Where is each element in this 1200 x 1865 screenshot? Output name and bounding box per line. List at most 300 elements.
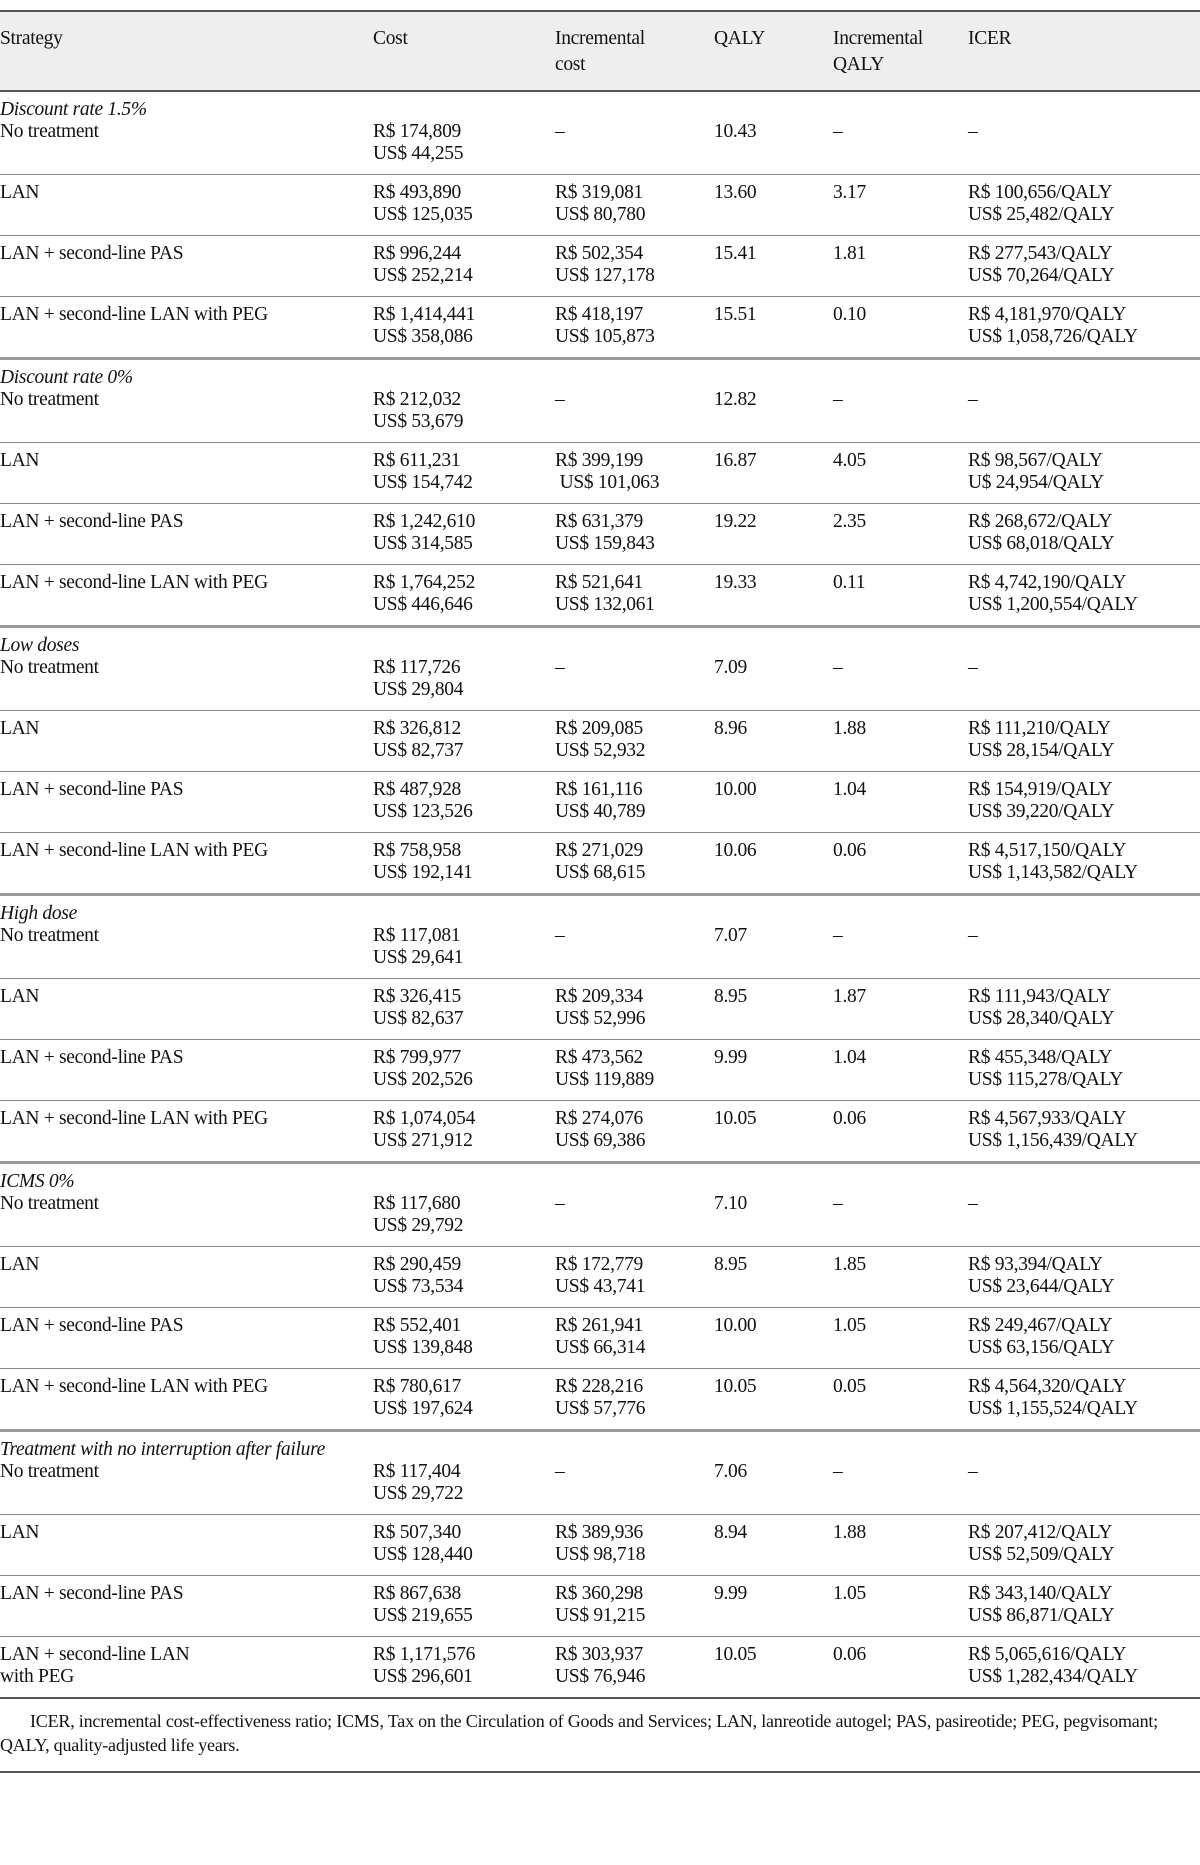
cost-cell-line: US$ 128,440 — [373, 1544, 473, 1565]
icer-cell-line: US$ 63,156/QALY — [968, 1337, 1115, 1358]
section-title: ICMS 0% — [0, 1171, 75, 1192]
table-row — [0, 1432, 1200, 1515]
strategy-cell-line: LAN — [0, 986, 40, 1007]
incremental-cost-cell — [555, 924, 564, 946]
table-body — [0, 92, 1200, 1699]
strategy-cell — [0, 1521, 39, 1543]
qaly-cell: 9.99 — [714, 1047, 747, 1068]
qaly-cell: 8.96 — [714, 718, 747, 739]
qaly-cell: 10.05 — [714, 1108, 757, 1129]
icer-cell — [968, 1521, 1114, 1565]
section-title: Discount rate 0% — [0, 367, 133, 388]
incremental-qaly-cell: 0.10 — [833, 304, 866, 325]
icer-cell — [968, 388, 977, 410]
incremental-cost-cell — [555, 1253, 645, 1297]
incremental-qaly-cell: – — [833, 121, 843, 142]
cost-cell-line: R$ 867,638 — [373, 1583, 462, 1604]
incremental-cost-cell — [555, 388, 564, 410]
icer-cell-line: R$ 154,919/QALY — [968, 779, 1113, 800]
cost-cell-line: US$ 296,601 — [373, 1666, 473, 1687]
icer-cell-line: US$ 1,155,524/QALY — [968, 1398, 1138, 1419]
cost-cell-line: R$ 174,809 — [373, 121, 462, 142]
incremental-qaly-cell: 1.87 — [833, 986, 866, 1007]
cost-cell-line: US$ 29,722 — [373, 1483, 464, 1504]
cost-cell-line: R$ 117,404 — [373, 1461, 461, 1482]
icer-cell — [968, 1582, 1114, 1626]
icer-cell — [968, 1107, 1138, 1151]
icer-cell — [968, 839, 1138, 883]
strategy-cell-line: LAN — [0, 1254, 40, 1275]
icer-cell-line: R$ 111,210/QALY — [968, 718, 1111, 739]
icer-cell-line: – — [968, 389, 978, 410]
section-title: Low doses — [0, 635, 80, 656]
icer-cell-line: R$ 93,394/QALY — [968, 1254, 1103, 1275]
cost-cell-line: R$ 493,890 — [373, 182, 462, 203]
icer-cell — [968, 656, 977, 678]
incremental-cost-cell-line: US$ 101,063 — [555, 472, 660, 493]
cost-cell — [373, 839, 473, 883]
cost-cell-line: R$ 487,928 — [373, 779, 462, 800]
incremental-qaly-cell: 1.05 — [833, 1583, 866, 1604]
header-qaly: QALY — [714, 28, 766, 49]
strategy-cell-line: LAN + second-line LAN with PEG — [0, 304, 268, 325]
incremental-cost-cell-line: – — [555, 657, 565, 678]
cost-cell — [373, 1521, 473, 1565]
incremental-cost-cell — [555, 839, 645, 883]
cost-cell-line: R$ 758,958 — [373, 840, 462, 861]
strategy-cell-line: LAN — [0, 1522, 40, 1543]
strategy-cell-line: LAN + second-line LAN with PEG — [0, 1376, 268, 1397]
icer-cell-line: R$ 249,467/QALY — [968, 1315, 1113, 1336]
incremental-cost-cell-line: R$ 399,199 — [555, 450, 644, 471]
table-row — [0, 1515, 1200, 1576]
strategy-cell — [0, 1582, 183, 1604]
incremental-qaly-cell: 4.05 — [833, 450, 866, 471]
qaly-cell: 8.94 — [714, 1522, 747, 1543]
cost-cell-line: R$ 780,617 — [373, 1376, 462, 1397]
header-icer: ICER — [968, 28, 1012, 49]
cost-cell-line: R$ 290,459 — [373, 1254, 462, 1275]
icer-cell-line: R$ 111,943/QALY — [968, 986, 1111, 1007]
icer-cell-line: US$ 1,143,582/QALY — [968, 862, 1138, 883]
table-row — [0, 1576, 1200, 1637]
cost-cell — [373, 1643, 475, 1687]
icer-cell — [968, 242, 1114, 286]
table-row — [0, 979, 1200, 1040]
cost-cell — [373, 181, 473, 225]
incremental-qaly-cell: 0.11 — [833, 572, 866, 593]
incremental-cost-cell-line: US$ 91,215 — [555, 1605, 646, 1626]
strategy-cell — [0, 717, 39, 739]
qaly-cell: 7.06 — [714, 1461, 747, 1482]
strategy-cell — [0, 985, 39, 1007]
incremental-qaly-cell: 1.04 — [833, 779, 866, 800]
cost-cell-line: R$ 212,032 — [373, 389, 462, 410]
cost-cell — [373, 1582, 473, 1626]
cost-cell-line: US$ 123,526 — [373, 801, 473, 822]
incremental-cost-cell — [555, 1314, 645, 1358]
icer-cell-line: US$ 68,018/QALY — [968, 533, 1115, 554]
strategy-cell-line: LAN + second-line LAN — [0, 1644, 190, 1665]
strategy-cell-line: LAN + second-line LAN with PEG — [0, 840, 268, 861]
cost-cell-line: US$ 271,912 — [373, 1130, 473, 1151]
incremental-cost-cell-line: US$ 43,741 — [555, 1276, 646, 1297]
icer-cell — [968, 985, 1114, 1029]
incremental-cost-cell — [555, 656, 564, 678]
incremental-qaly-cell: 0.05 — [833, 1376, 866, 1397]
incremental-cost-cell-line: R$ 209,334 — [555, 986, 644, 1007]
incremental-cost-cell-line: R$ 521,641 — [555, 572, 644, 593]
icer-cell-line: R$ 343,140/QALY — [968, 1583, 1113, 1604]
cost-cell-line: R$ 117,680 — [373, 1193, 461, 1214]
section-title: High dose — [0, 903, 77, 924]
icer-cell — [968, 1460, 977, 1482]
incremental-cost-cell — [555, 1521, 645, 1565]
qaly-cell: 7.10 — [714, 1193, 747, 1214]
qaly-cell: 7.09 — [714, 657, 747, 678]
qaly-cell: 9.99 — [714, 1583, 747, 1604]
incremental-cost-cell-line: US$ 40,789 — [555, 801, 646, 822]
strategy-cell-line: LAN + second-line PAS — [0, 1583, 184, 1604]
incremental-cost-cell — [555, 1375, 645, 1419]
icer-cell-line: US$ 1,200,554/QALY — [968, 594, 1138, 615]
cost-cell-line: US$ 219,655 — [373, 1605, 473, 1626]
icer-cell — [968, 924, 977, 946]
icer-cell — [968, 571, 1138, 615]
strategy-cell-line: LAN + second-line LAN with PEG — [0, 1108, 268, 1129]
incremental-cost-cell-line: R$ 319,081 — [555, 182, 644, 203]
incremental-cost-cell-line: US$ 57,776 — [555, 1398, 646, 1419]
cost-cell-line: R$ 611,231 — [373, 450, 461, 471]
qaly-cell: 15.41 — [714, 243, 757, 264]
qaly-cell: 10.05 — [714, 1376, 757, 1397]
incremental-cost-cell-line: US$ 119,889 — [555, 1069, 654, 1090]
cost-cell-line: US$ 154,742 — [373, 472, 473, 493]
icer-cell-line: – — [968, 657, 978, 678]
strategy-cell — [0, 303, 268, 325]
strategy-cell-line: No treatment — [0, 1461, 99, 1482]
cost-cell-line: R$ 117,081 — [373, 925, 461, 946]
table-row — [0, 504, 1200, 565]
icer-cell-line: US$ 115,278/QALY — [968, 1069, 1124, 1090]
incremental-qaly-cell: – — [833, 657, 843, 678]
incremental-cost-cell-line: US$ 52,932 — [555, 740, 646, 761]
icer-cell — [968, 1046, 1123, 1090]
cost-cell — [373, 388, 463, 432]
table-row — [0, 1164, 1200, 1247]
qaly-cell: 8.95 — [714, 986, 747, 1007]
incremental-cost-cell-line: R$ 473,562 — [555, 1047, 644, 1068]
incremental-cost-cell — [555, 303, 655, 347]
cost-cell — [373, 1107, 475, 1151]
cost-cell — [373, 120, 463, 164]
cost-cell-line: US$ 125,035 — [373, 204, 473, 225]
cost-cell-line: US$ 73,534 — [373, 1276, 464, 1297]
incremental-cost-cell-line: US$ 80,780 — [555, 204, 646, 225]
strategy-cell-line: LAN — [0, 182, 40, 203]
cost-cell-line: US$ 252,214 — [373, 265, 473, 286]
incremental-cost-cell — [555, 181, 645, 225]
icer-cell-line: R$ 207,412/QALY — [968, 1522, 1113, 1543]
table-row — [0, 628, 1200, 711]
incremental-cost-cell — [555, 985, 645, 1029]
icer-cell-line: US$ 25,482/QALY — [968, 204, 1115, 225]
strategy-cell — [0, 656, 99, 678]
cost-cell-line: R$ 1,074,054 — [373, 1108, 476, 1129]
icer-cell-line: US$ 28,340/QALY — [968, 1008, 1115, 1029]
incremental-cost-cell — [555, 120, 564, 142]
icer-cell-line: R$ 268,672/QALY — [968, 511, 1113, 532]
table-row — [0, 1637, 1200, 1699]
incremental-qaly-cell: – — [833, 1193, 843, 1214]
strategy-cell-line: LAN + second-line PAS — [0, 243, 184, 264]
qaly-cell: 8.95 — [714, 1254, 747, 1275]
icer-cell-line: – — [968, 1461, 978, 1482]
table-row — [0, 1040, 1200, 1101]
icer-cell-line: US$ 28,154/QALY — [968, 740, 1115, 761]
strategy-cell — [0, 1192, 99, 1214]
incremental-cost-cell — [555, 571, 655, 615]
icer-cell-line: R$ 455,348/QALY — [968, 1047, 1113, 1068]
incremental-cost-cell — [555, 1643, 645, 1687]
strategy-cell — [0, 839, 268, 861]
strategy-cell-line: LAN + second-line PAS — [0, 511, 184, 532]
cost-cell — [373, 1046, 473, 1090]
cost-cell-line: R$ 117,726 — [373, 657, 461, 678]
results-table — [0, 10, 1200, 1699]
incremental-cost-cell — [555, 1582, 645, 1626]
incremental-qaly-cell: 1.88 — [833, 718, 866, 739]
table-row — [0, 236, 1200, 297]
strategy-cell — [0, 181, 39, 203]
cost-cell-line: R$ 326,812 — [373, 718, 462, 739]
incremental-cost-cell-line: – — [555, 1193, 565, 1214]
icer-cell — [968, 120, 977, 142]
cost-cell — [373, 1192, 463, 1236]
strategy-cell-line: LAN — [0, 450, 40, 471]
strategy-cell — [0, 388, 99, 410]
qaly-cell: 7.07 — [714, 925, 747, 946]
table-row — [0, 92, 1200, 175]
table-row — [0, 711, 1200, 772]
cost-cell-line: US$ 82,637 — [373, 1008, 464, 1029]
incremental-qaly-cell: – — [833, 925, 843, 946]
cost-cell — [373, 924, 463, 968]
strategy-cell-line: with PEG — [0, 1666, 74, 1687]
strategy-cell — [0, 1314, 183, 1336]
incremental-qaly-cell: 3.17 — [833, 182, 866, 203]
cost-cell-line: R$ 552,401 — [373, 1315, 462, 1336]
incremental-cost-cell-line: US$ 98,718 — [555, 1544, 646, 1565]
qaly-cell: 10.43 — [714, 121, 757, 142]
cost-cell-line: US$ 29,641 — [373, 947, 464, 968]
incremental-qaly-cell: 1.81 — [833, 243, 866, 264]
incremental-cost-cell-line: R$ 274,076 — [555, 1108, 644, 1129]
strategy-cell — [0, 1643, 189, 1687]
qaly-cell: 15.51 — [714, 304, 757, 325]
icer-cell-line: R$ 4,181,970/QALY — [968, 304, 1127, 325]
icer-cell-line: R$ 4,517,150/QALY — [968, 840, 1127, 861]
table-row — [0, 360, 1200, 443]
icer-cell-line: R$ 5,065,616/QALY — [968, 1644, 1127, 1665]
icer-cell-line: R$ 277,543/QALY — [968, 243, 1113, 264]
incremental-cost-cell-line: US$ 52,996 — [555, 1008, 646, 1029]
cost-cell — [373, 571, 475, 615]
strategy-cell-line: No treatment — [0, 1193, 99, 1214]
incremental-qaly-cell: – — [833, 1461, 843, 1482]
cost-cell-line: US$ 314,585 — [373, 533, 473, 554]
icer-cell-line: US$ 70,264/QALY — [968, 265, 1115, 286]
strategy-cell — [0, 1375, 268, 1397]
strategy-cell — [0, 571, 268, 593]
incremental-qaly-cell: 0.06 — [833, 1108, 866, 1129]
header-cost: Cost — [373, 28, 408, 49]
cost-cell-line: US$ 446,646 — [373, 594, 473, 615]
icer-cell — [968, 1192, 977, 1214]
incremental-cost-cell-line: US$ 127,178 — [555, 265, 655, 286]
qaly-cell: 19.33 — [714, 572, 757, 593]
table-row — [0, 297, 1200, 360]
cost-cell — [373, 1253, 463, 1297]
incremental-cost-cell-line: – — [555, 1461, 565, 1482]
table-row — [0, 1308, 1200, 1369]
qaly-cell: 10.00 — [714, 779, 757, 800]
incremental-cost-cell-line: R$ 228,216 — [555, 1376, 644, 1397]
cost-cell — [373, 510, 475, 554]
icer-cell-line: R$ 100,656/QALY — [968, 182, 1113, 203]
incremental-cost-cell-line: R$ 631,379 — [555, 511, 644, 532]
incremental-cost-cell-line: R$ 360,298 — [555, 1583, 644, 1604]
incremental-cost-cell-line: US$ 159,843 — [555, 533, 655, 554]
incremental-cost-cell — [555, 1107, 645, 1151]
qaly-cell: 19.22 — [714, 511, 757, 532]
cost-cell-line: US$ 197,624 — [373, 1398, 473, 1419]
cost-cell — [373, 985, 463, 1029]
incremental-cost-cell-line: R$ 271,029 — [555, 840, 644, 861]
incremental-cost-cell — [555, 510, 655, 554]
table-row — [0, 1247, 1200, 1308]
cost-cell — [373, 656, 463, 700]
header-incremental-qaly: Incremental QALY — [833, 28, 923, 75]
incremental-cost-cell — [555, 1460, 564, 1482]
cost-cell — [373, 449, 473, 493]
incremental-cost-cell — [555, 449, 659, 493]
incremental-qaly-cell: 1.05 — [833, 1315, 866, 1336]
icer-cell — [968, 1253, 1114, 1297]
cost-cell-line: US$ 192,141 — [373, 862, 473, 883]
icer-cell-line: US$ 23,644/QALY — [968, 1276, 1115, 1297]
incremental-cost-cell-line: US$ 105,873 — [555, 326, 655, 347]
incremental-cost-cell-line: R$ 418,197 — [555, 304, 644, 325]
strategy-cell-line: LAN — [0, 718, 40, 739]
incremental-cost-cell-line: – — [555, 121, 565, 142]
incremental-cost-cell-line: US$ 69,386 — [555, 1130, 646, 1151]
cost-cell-line: US$ 358,086 — [373, 326, 473, 347]
strategy-cell-line: No treatment — [0, 121, 99, 142]
table-row — [0, 1369, 1200, 1432]
incremental-cost-cell — [555, 1046, 654, 1090]
qaly-cell: 10.05 — [714, 1644, 757, 1665]
cost-cell — [373, 242, 473, 286]
incremental-cost-cell-line: – — [555, 389, 565, 410]
icer-cell — [968, 510, 1114, 554]
qaly-cell: 10.00 — [714, 1315, 757, 1336]
cost-cell-line: R$ 1,764,252 — [373, 572, 476, 593]
icer-cell-line: – — [968, 925, 978, 946]
incremental-cost-cell-line: US$ 68,615 — [555, 862, 646, 883]
incremental-cost-cell-line: US$ 132,061 — [555, 594, 655, 615]
icer-cell — [968, 1375, 1138, 1419]
strategy-cell — [0, 1253, 39, 1275]
header-incremental-cost: Incremental cost — [555, 28, 645, 75]
strategy-cell — [0, 120, 99, 142]
incremental-qaly-cell: 0.06 — [833, 1644, 866, 1665]
qaly-cell: 10.06 — [714, 840, 757, 861]
strategy-cell — [0, 449, 39, 471]
incremental-cost-cell-line: US$ 66,314 — [555, 1337, 646, 1358]
incremental-cost-cell-line: R$ 389,936 — [555, 1522, 644, 1543]
incremental-qaly-cell: 2.35 — [833, 511, 866, 532]
incremental-cost-cell — [555, 1192, 564, 1214]
qaly-cell: 16.87 — [714, 450, 757, 471]
icer-cell-line: US$ 1,156,439/QALY — [968, 1130, 1138, 1151]
strategy-cell-line: LAN + second-line PAS — [0, 779, 184, 800]
table-row — [0, 833, 1200, 896]
cost-cell-line: R$ 799,977 — [373, 1047, 462, 1068]
qaly-cell: 13.60 — [714, 182, 757, 203]
icer-cell-line: R$ 98,567/QALY — [968, 450, 1103, 471]
cost-cell-line: US$ 53,679 — [373, 411, 464, 432]
icer-cell-line: R$ 4,567,933/QALY — [968, 1108, 1127, 1129]
strategy-cell — [0, 1107, 268, 1129]
cost-cell — [373, 717, 463, 761]
cost-cell-line: R$ 1,171,576 — [373, 1644, 476, 1665]
section-title: Discount rate 1.5% — [0, 99, 147, 120]
strategy-cell-line: LAN + second-line LAN with PEG — [0, 572, 268, 593]
icer-cell-line: US$ 39,220/QALY — [968, 801, 1115, 822]
icer-cell-line: US$ 1,282,434/QALY — [968, 1666, 1138, 1687]
strategy-cell-line: No treatment — [0, 925, 99, 946]
incremental-qaly-cell: – — [833, 389, 843, 410]
strategy-cell — [0, 1460, 99, 1482]
icer-cell-line: R$ 4,742,190/QALY — [968, 572, 1127, 593]
table-row — [0, 896, 1200, 979]
strategy-cell — [0, 510, 183, 532]
cost-cell-line: R$ 996,244 — [373, 243, 462, 264]
cost-cell-line: US$ 44,255 — [373, 143, 464, 164]
cost-cell — [373, 1314, 473, 1358]
icer-cell-line: US$ 86,871/QALY — [968, 1605, 1115, 1626]
incremental-cost-cell-line: R$ 502,354 — [555, 243, 644, 264]
incremental-cost-cell-line: R$ 161,116 — [555, 779, 643, 800]
incremental-cost-cell — [555, 242, 655, 286]
strategy-cell-line: No treatment — [0, 389, 99, 410]
section-title: Treatment with no interruption after failure — [0, 1439, 325, 1460]
cost-cell — [373, 1375, 473, 1419]
incremental-cost-cell-line: R$ 209,085 — [555, 718, 644, 739]
table-row — [0, 1101, 1200, 1164]
icer-cell — [968, 303, 1138, 347]
strategy-cell — [0, 242, 183, 264]
cost-cell-line: US$ 29,792 — [373, 1215, 464, 1236]
icer-cell — [968, 1314, 1114, 1358]
strategy-cell-line: LAN + second-line PAS — [0, 1047, 184, 1068]
icer-cell — [968, 717, 1114, 761]
incremental-cost-cell — [555, 717, 645, 761]
incremental-cost-cell-line: R$ 172,779 — [555, 1254, 644, 1275]
table-row — [0, 772, 1200, 833]
icer-cell — [968, 449, 1104, 493]
